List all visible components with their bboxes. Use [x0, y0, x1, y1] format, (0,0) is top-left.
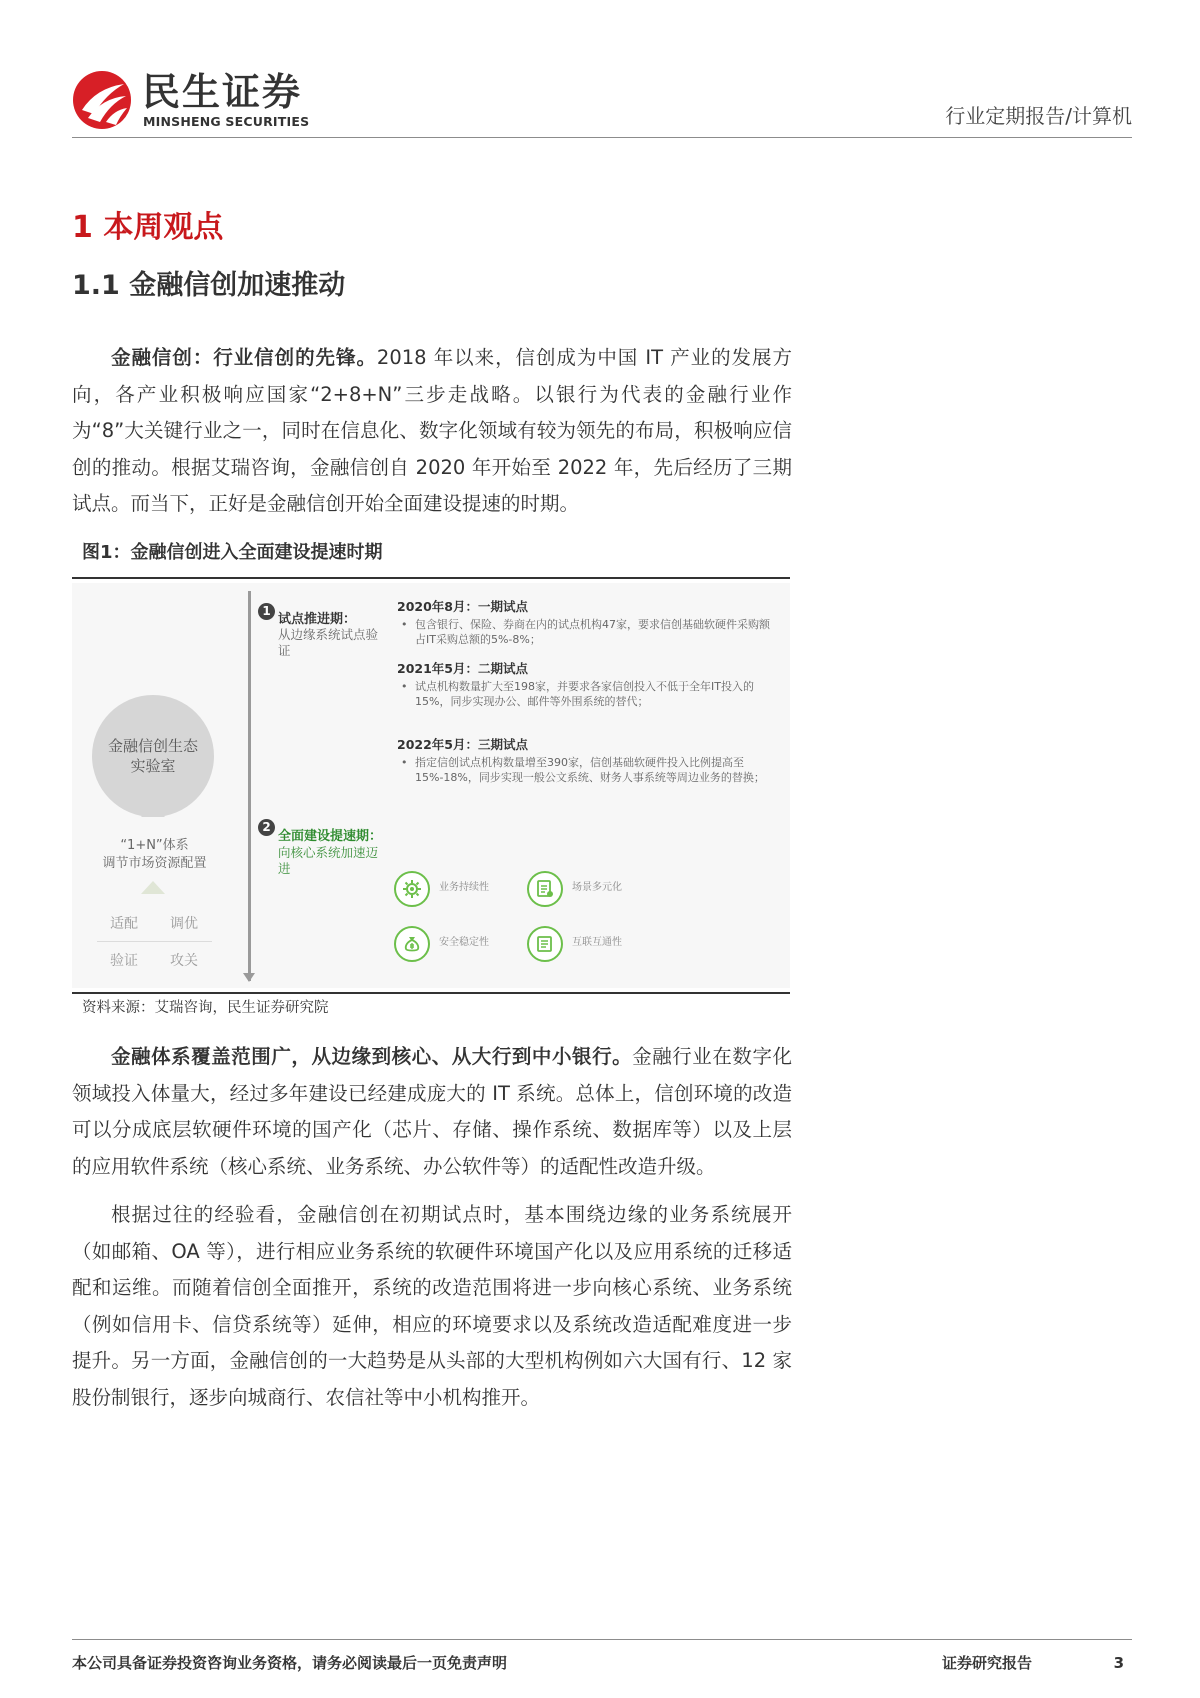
brand-name-en: MINSHENG SECURITIES	[143, 114, 310, 129]
page-header	[72, 62, 1132, 138]
event-desc: • 指定信创试点机构数量增至390家，信创基础软硬件投入比例提高至15%-18%，同步实现一般公文系统、财务人事系统等周边业务的替换；	[397, 755, 777, 785]
brand-name: 民生证券	[142, 70, 303, 114]
phase-1-title: 试点推进期：	[278, 612, 357, 627]
system-line-2: 调节市场资源配置	[102, 856, 207, 871]
page-number: 3	[1113, 1654, 1124, 1672]
ecosystem-panel	[72, 583, 237, 988]
figure-source: 资料来源：艾瑞咨询，民生证券研究院	[82, 1000, 329, 1016]
network-icon	[527, 926, 563, 962]
tag-tune: 调优	[170, 916, 198, 932]
section-heading: 1 本周观点	[72, 210, 224, 245]
paragraph-lead: 金融体系覆盖范围广，从边缘到核心、从大行到中小银行。	[111, 1045, 633, 1068]
disclaimer-text: 本公司具备证券投资咨询业务资格，请务必阅读最后一页免责声明	[72, 1654, 508, 1672]
phase-2-badge: 2	[258, 819, 275, 836]
tag-verify: 验证	[110, 953, 138, 969]
event-2020	[397, 598, 777, 647]
page-footer	[72, 1639, 1132, 1672]
minsheng-logo-icon	[72, 70, 132, 130]
paragraph-1	[72, 340, 792, 523]
tag-divider	[97, 941, 212, 942]
event-title: 2021年5月：二期试点	[397, 661, 528, 676]
figure-title: 图1：金融信创进入全面建设提速时期	[82, 542, 383, 563]
event-2021	[397, 660, 777, 709]
scenario-icon	[527, 871, 563, 907]
system-description	[72, 837, 237, 873]
feature-label: 场景多元化	[572, 882, 622, 893]
phase-1-badge: 1	[258, 603, 275, 620]
ecosystem-circle	[92, 695, 214, 817]
feature-security	[394, 926, 534, 966]
event-desc: • 包含银行、保险、券商在内的试点机构47家，要求信创基础软硬件采购额占IT采购总额的5%-8%；	[397, 617, 777, 647]
phase-2-desc: 向核心系统加速迈进	[278, 845, 379, 876]
feature-scenario	[527, 871, 667, 911]
paragraph-lead: 金融信创：行业信创的先锋。	[111, 346, 377, 369]
event-title: 2022年5月：三期试点	[397, 737, 528, 752]
paragraph-2	[72, 1039, 792, 1185]
feature-label: 互联互通性	[572, 937, 622, 948]
report-label: 证券研究报告	[942, 1654, 1033, 1672]
paragraph-3	[72, 1197, 792, 1416]
phase-2-title: 全面建设提速期：	[278, 829, 383, 844]
feature-continuity	[394, 871, 534, 911]
feature-label: 业务持续性	[439, 882, 489, 893]
ecosystem-label: 金融信创生态实验室	[108, 737, 199, 775]
money-bag-icon	[394, 926, 430, 962]
feature-interconnect	[527, 926, 667, 966]
event-desc: • 试点机构数量扩大至198家，并要求各家信创投入不低于全年IT投入的15%，同步实现办公、邮件等外围系统的替代；	[397, 679, 777, 709]
figure-timeline	[72, 583, 790, 988]
subsection-heading: 1.1 金融信创加速推动	[72, 270, 346, 301]
report-type: 行业定期报告/计算机	[945, 104, 1132, 128]
gear-icon	[394, 871, 430, 907]
paragraph-body: 金融行业在数字化领域投入体量大，经过多年建设已经建成庞大的 IT 系统。总体上，信创环境的改造可以分成底层软硬件环境的国产化（芯片、存储、操作系统、数据库等）以及上层的应用软件系统（核心系统、业务系统、办公软件等）的适配性改造升级。	[72, 1045, 792, 1178]
paragraph-body: 2018 年以来，信创成为中国 IT 产业的发展方向，各产业积极响应国家“2+8+N”三步走战略。以银行为代表的金融行业作为“8”大关键行业之一，同时在信息化、数字化领域有较为领先的布局，积极响应信创的推动。根据艾瑞咨询，金融信创自 2020 年开始至 2022 年，先后经历了三期试点。而当下，正好是金融信创开始全面建设提速的时期。	[72, 346, 792, 515]
up-arrow-icon	[141, 804, 165, 817]
tag-tackle: 攻关	[170, 953, 198, 969]
figure-bottom-rule	[72, 992, 790, 994]
system-line-1: “1+N”体系	[120, 838, 189, 853]
timeline-arrow-icon	[243, 973, 255, 982]
up-arrow-icon	[141, 881, 165, 894]
tag-adapt: 适配	[110, 916, 138, 932]
figure-top-rule	[72, 577, 790, 579]
timeline-axis	[248, 591, 251, 981]
phase-1-desc: 从边缘系统试点验证	[278, 627, 379, 658]
event-2022	[397, 736, 777, 785]
paragraph-body: 根据过往的经验看，金融信创在初期试点时，基本围绕边缘的业务系统展开（如邮箱、OA 等），进行相应业务系统的软硬件环境国产化以及应用系统的迁移适配和运维。而随着信创全面推开，系统的改造范围将进一步向核心系统、业务系统（例如信用卡、信贷系统等）延伸，相应的环境要求以及系统改造适配难度进一步提升。另一方面，金融信创的一大趋势是从头部的大型机构例如六大国有行、12 家股份制银行，逐步向城商行、农信社等中小机构推开。	[72, 1203, 792, 1409]
feature-label: 安全稳定性	[439, 937, 489, 948]
event-title: 2020年8月：一期试点	[397, 599, 528, 614]
